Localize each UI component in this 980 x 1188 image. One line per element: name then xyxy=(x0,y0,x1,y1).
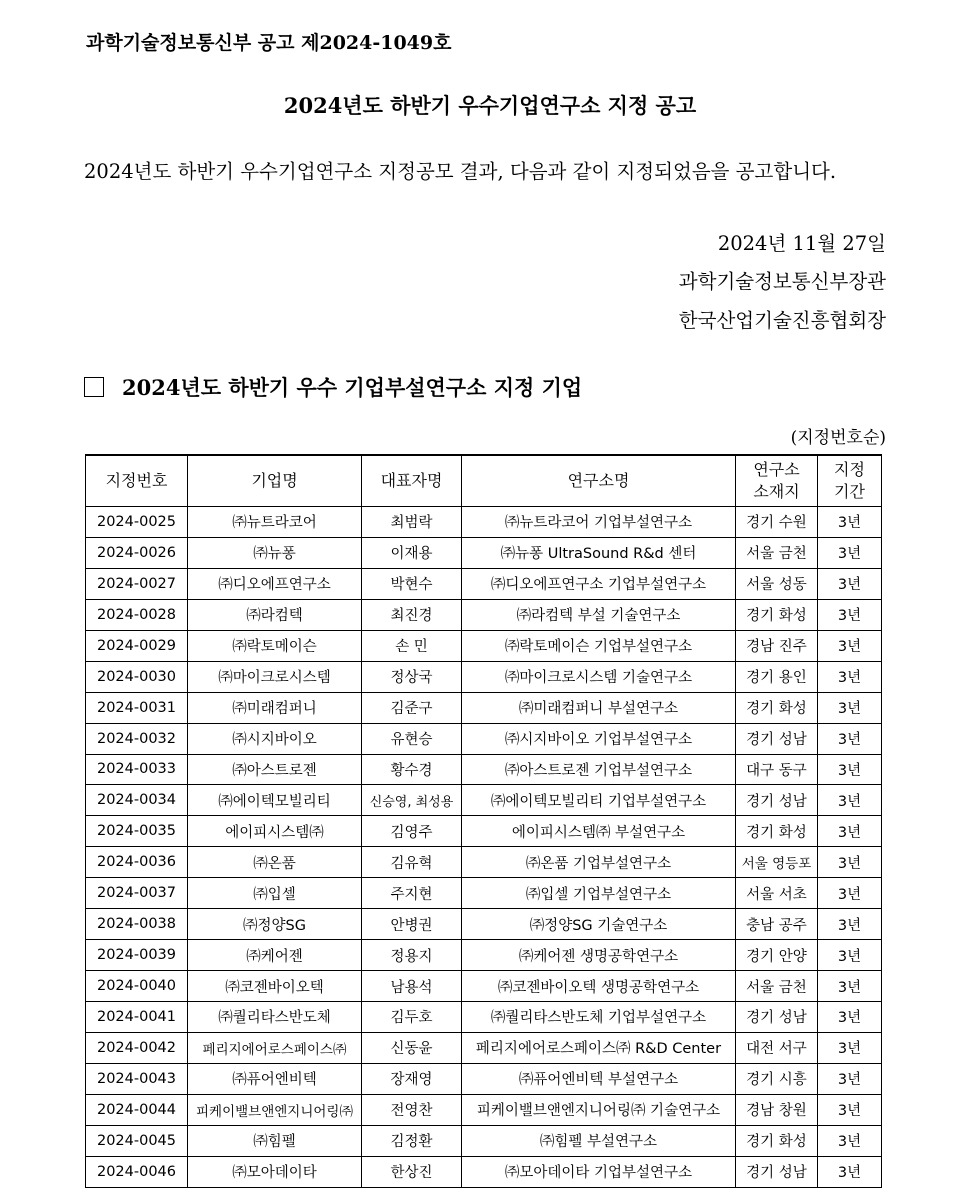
header-lab-name: 연구소명 xyxy=(462,455,736,507)
checkbox-icon xyxy=(84,377,104,397)
cell-company-name: ㈜모아데이타 xyxy=(188,1156,362,1187)
cell-company-name: ㈜힘펠 xyxy=(188,1125,362,1156)
announcement-date: 2024년 11월 27일 xyxy=(717,232,886,255)
cell-designation-period: 3년 xyxy=(818,537,882,568)
header-designation-period: 지정 기간 xyxy=(818,455,882,507)
table-row xyxy=(86,723,882,754)
cell-designation-number: 2024-0035 xyxy=(86,816,188,847)
cell-company-name: ㈜아스트로젠 xyxy=(188,754,362,785)
cell-lab-name: ㈜정양SG 기술연구소 xyxy=(462,909,736,940)
cell-company-name: ㈜케어젠 xyxy=(188,940,362,971)
cell-lab-name: ㈜코젠바이오텍 생명공학연구소 xyxy=(462,971,736,1002)
cell-lab-name: ㈜힘펠 부설연구소 xyxy=(462,1125,736,1156)
cell-designation-period: 3년 xyxy=(818,568,882,599)
cell-lab-location: 경기 화성 xyxy=(736,816,818,847)
cell-representative: 장재영 xyxy=(362,1063,462,1094)
cell-designation-number: 2024-0040 xyxy=(86,971,188,1002)
cell-lab-location: 경기 수원 xyxy=(736,507,818,538)
cell-lab-location: 충남 공주 xyxy=(736,909,818,940)
cell-designation-period: 3년 xyxy=(818,692,882,723)
cell-representative: 김정환 xyxy=(362,1125,462,1156)
cell-company-name: ㈜라컴텍 xyxy=(188,599,362,630)
table-row xyxy=(86,507,882,538)
cell-designation-period: 3년 xyxy=(818,1094,882,1125)
announcement-body: 2024년도 하반기 우수기업연구소 지정공모 결과, 다음과 같이 지정되었음을 공고합니다. xyxy=(84,160,837,183)
cell-representative: 박현수 xyxy=(362,568,462,599)
cell-lab-name: ㈜퀄리타스반도체 기업부설연구소 xyxy=(462,1002,736,1033)
document-title: 2024년도 하반기 우수기업연구소 지정 공고 xyxy=(283,93,697,118)
table-row xyxy=(86,847,882,878)
notice-number: 과학기술정보통신부 공고 제2024-1049호 xyxy=(86,32,452,54)
cell-company-name: ㈜에이텍모빌리티 xyxy=(188,785,362,816)
cell-lab-location: 경기 용인 xyxy=(736,661,818,692)
cell-company-name: ㈜퓨어엔비텍 xyxy=(188,1063,362,1094)
cell-designation-number: 2024-0026 xyxy=(86,537,188,568)
cell-company-name: ㈜퀄리타스반도체 xyxy=(188,1002,362,1033)
cell-lab-name: ㈜아스트로젠 기업부설연구소 xyxy=(462,754,736,785)
table-row xyxy=(86,1125,882,1156)
cell-lab-location: 서울 금천 xyxy=(736,537,818,568)
cell-lab-location: 경기 화성 xyxy=(736,599,818,630)
cell-lab-location: 경기 성남 xyxy=(736,785,818,816)
cell-lab-location: 경기 화성 xyxy=(736,1125,818,1156)
cell-lab-name: ㈜디오에프연구소 기업부설연구소 xyxy=(462,568,736,599)
cell-designation-period: 3년 xyxy=(818,723,882,754)
cell-lab-location: 경기 안양 xyxy=(736,940,818,971)
designated-labs-table xyxy=(85,454,882,1188)
cell-representative: 김두호 xyxy=(362,1002,462,1033)
cell-designation-period: 3년 xyxy=(818,1002,882,1033)
table-row xyxy=(86,599,882,630)
cell-lab-location: 경남 진주 xyxy=(736,630,818,661)
cell-representative: 최진경 xyxy=(362,599,462,630)
cell-designation-period: 3년 xyxy=(818,909,882,940)
cell-representative: 김유혁 xyxy=(362,847,462,878)
cell-representative: 전영찬 xyxy=(362,1094,462,1125)
cell-representative: 김준구 xyxy=(362,692,462,723)
cell-designation-number: 2024-0028 xyxy=(86,599,188,630)
cell-lab-location: 서울 영등포 xyxy=(736,847,818,878)
cell-lab-name: ㈜시지바이오 기업부설연구소 xyxy=(462,723,736,754)
cell-designation-number: 2024-0039 xyxy=(86,940,188,971)
cell-company-name: ㈜마이크로시스템 xyxy=(188,661,362,692)
cell-designation-number: 2024-0025 xyxy=(86,507,188,538)
cell-designation-number: 2024-0031 xyxy=(86,692,188,723)
cell-company-name: ㈜정양SG xyxy=(188,909,362,940)
cell-representative: 이재용 xyxy=(362,537,462,568)
table-row xyxy=(86,537,882,568)
cell-designation-period: 3년 xyxy=(818,599,882,630)
cell-lab-name: ㈜미래컴퍼니 부설연구소 xyxy=(462,692,736,723)
cell-designation-number: 2024-0032 xyxy=(86,723,188,754)
cell-company-name: ㈜뉴트라코어 xyxy=(188,507,362,538)
cell-lab-name: ㈜케어젠 생명공학연구소 xyxy=(462,940,736,971)
cell-lab-location: 서울 성동 xyxy=(736,568,818,599)
cell-designation-period: 3년 xyxy=(818,785,882,816)
table-row xyxy=(86,878,882,909)
cell-company-name: ㈜코젠바이오텍 xyxy=(188,971,362,1002)
table-row xyxy=(86,971,882,1002)
table-row xyxy=(86,568,882,599)
cell-designation-period: 3년 xyxy=(818,1156,882,1187)
cell-designation-number: 2024-0045 xyxy=(86,1125,188,1156)
cell-designation-period: 3년 xyxy=(818,816,882,847)
header-representative: 대표자명 xyxy=(362,455,462,507)
cell-designation-period: 3년 xyxy=(818,847,882,878)
table-row xyxy=(86,692,882,723)
cell-designation-number: 2024-0037 xyxy=(86,878,188,909)
header-company-name: 기업명 xyxy=(188,455,362,507)
cell-designation-period: 3년 xyxy=(818,971,882,1002)
cell-lab-name: ㈜라컴텍 부설 기술연구소 xyxy=(462,599,736,630)
cell-company-name: ㈜디오에프연구소 xyxy=(188,568,362,599)
cell-company-name: 피케이밸브앤엔지니어링㈜ xyxy=(188,1094,362,1125)
cell-lab-location: 서울 금천 xyxy=(736,971,818,1002)
cell-lab-location: 경남 창원 xyxy=(736,1094,818,1125)
section-heading xyxy=(84,372,582,402)
cell-lab-name: ㈜온품 기업부설연구소 xyxy=(462,847,736,878)
cell-lab-location: 경기 시흥 xyxy=(736,1063,818,1094)
header-designation-number: 지정번호 xyxy=(86,455,188,507)
table-row xyxy=(86,1032,882,1063)
cell-designation-number: 2024-0034 xyxy=(86,785,188,816)
cell-designation-period: 3년 xyxy=(818,507,882,538)
cell-representative: 신동윤 xyxy=(362,1032,462,1063)
issuer-ministry: 과학기술정보통신부장관 xyxy=(678,270,886,293)
cell-company-name: ㈜입셀 xyxy=(188,878,362,909)
cell-representative: 김영주 xyxy=(362,816,462,847)
cell-designation-number: 2024-0038 xyxy=(86,909,188,940)
cell-lab-name: 에이피시스템㈜ 부설연구소 xyxy=(462,816,736,847)
cell-company-name: ㈜뉴퐁 xyxy=(188,537,362,568)
cell-representative: 한상진 xyxy=(362,1156,462,1187)
cell-designation-number: 2024-0030 xyxy=(86,661,188,692)
cell-representative: 유현승 xyxy=(362,723,462,754)
table-row xyxy=(86,1094,882,1125)
cell-designation-number: 2024-0042 xyxy=(86,1032,188,1063)
cell-company-name: 페리지에어로스페이스㈜ xyxy=(188,1032,362,1063)
cell-designation-period: 3년 xyxy=(818,878,882,909)
cell-representative: 남용석 xyxy=(362,971,462,1002)
order-note: (지정번호순) xyxy=(790,428,886,448)
cell-designation-number: 2024-0046 xyxy=(86,1156,188,1187)
table-row xyxy=(86,754,882,785)
cell-lab-name: ㈜퓨어엔비텍 부설연구소 xyxy=(462,1063,736,1094)
cell-designation-number: 2024-0043 xyxy=(86,1063,188,1094)
cell-lab-name: ㈜입셀 기업부설연구소 xyxy=(462,878,736,909)
cell-lab-name: ㈜에이텍모빌리티 기업부설연구소 xyxy=(462,785,736,816)
cell-lab-name: ㈜마이크로시스템 기술연구소 xyxy=(462,661,736,692)
cell-company-name: ㈜온품 xyxy=(188,847,362,878)
cell-lab-name: ㈜락토메이슨 기업부설연구소 xyxy=(462,630,736,661)
table-header-row xyxy=(86,455,882,507)
cell-designation-number: 2024-0044 xyxy=(86,1094,188,1125)
cell-representative: 손 민 xyxy=(362,630,462,661)
cell-lab-location: 경기 성남 xyxy=(736,1002,818,1033)
header-lab-location: 연구소 소재지 xyxy=(736,455,818,507)
table-row xyxy=(86,785,882,816)
section-title: 2024년도 하반기 우수 기업부설연구소 지정 기업 xyxy=(122,375,583,400)
cell-designation-period: 3년 xyxy=(818,1032,882,1063)
cell-company-name: ㈜미래컴퍼니 xyxy=(188,692,362,723)
table-row xyxy=(86,940,882,971)
cell-designation-period: 3년 xyxy=(818,1125,882,1156)
cell-representative: 신승영, 최성용 xyxy=(362,785,462,816)
table-row xyxy=(86,816,882,847)
cell-representative: 황수경 xyxy=(362,754,462,785)
cell-lab-location: 대전 서구 xyxy=(736,1032,818,1063)
cell-designation-number: 2024-0029 xyxy=(86,630,188,661)
table-row xyxy=(86,1156,882,1187)
cell-representative: 최범락 xyxy=(362,507,462,538)
cell-company-name: ㈜시지바이오 xyxy=(188,723,362,754)
cell-representative: 정상국 xyxy=(362,661,462,692)
cell-lab-name: 피케이밸브앤엔지니어링㈜ 기술연구소 xyxy=(462,1094,736,1125)
table-row xyxy=(86,1002,882,1033)
cell-designation-period: 3년 xyxy=(818,940,882,971)
cell-lab-location: 서울 서초 xyxy=(736,878,818,909)
cell-designation-number: 2024-0041 xyxy=(86,1002,188,1033)
cell-lab-name: ㈜뉴퐁 UltraSound R&d 센터 xyxy=(462,537,736,568)
cell-representative: 주지현 xyxy=(362,878,462,909)
cell-lab-location: 경기 화성 xyxy=(736,692,818,723)
table-row xyxy=(86,661,882,692)
cell-representative: 정용지 xyxy=(362,940,462,971)
table-row xyxy=(86,1063,882,1094)
cell-designation-period: 3년 xyxy=(818,1063,882,1094)
cell-company-name: 에이피시스템㈜ xyxy=(188,816,362,847)
cell-lab-name: ㈜뉴트라코어 기업부설연구소 xyxy=(462,507,736,538)
cell-lab-location: 대구 동구 xyxy=(736,754,818,785)
cell-designation-period: 3년 xyxy=(818,661,882,692)
cell-lab-location: 경기 성남 xyxy=(736,1156,818,1187)
table-row xyxy=(86,630,882,661)
cell-lab-name: 페리지에어로스페이스㈜ R&D Center xyxy=(462,1032,736,1063)
cell-company-name: ㈜락토메이슨 xyxy=(188,630,362,661)
cell-representative: 안병권 xyxy=(362,909,462,940)
cell-lab-location: 경기 성남 xyxy=(736,723,818,754)
issuer-association: 한국산업기술진흥협회장 xyxy=(678,309,886,332)
cell-designation-number: 2024-0027 xyxy=(86,568,188,599)
cell-lab-name: ㈜모아데이타 기업부설연구소 xyxy=(462,1156,736,1187)
cell-designation-number: 2024-0033 xyxy=(86,754,188,785)
cell-designation-number: 2024-0036 xyxy=(86,847,188,878)
table-row xyxy=(86,909,882,940)
cell-designation-period: 3년 xyxy=(818,754,882,785)
cell-designation-period: 3년 xyxy=(818,630,882,661)
